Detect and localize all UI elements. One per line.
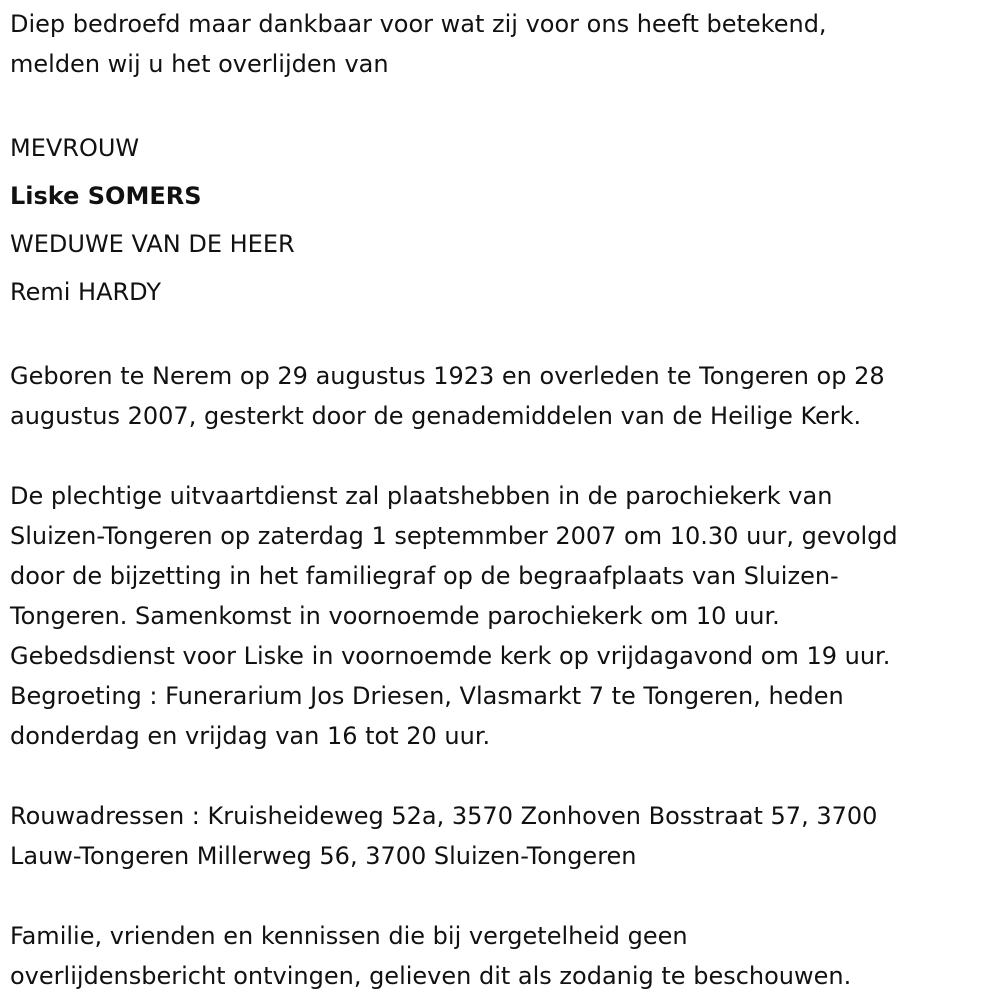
closing-line: overlijdensbericht ontvingen, gelieven dit als zodanig te beschouwen. [10,962,852,990]
service-line: De plechtige uitvaartdienst zal plaatshebben in de parochiekerk van [10,482,833,510]
deceased-name: Liske SOMERS [10,182,202,210]
obituary-notice [10,4,995,996]
closing-paragraph [10,916,995,996]
address-line: Lauw-Tongeren Millerweg 56, 3700 Sluizen-Tongeren [10,842,637,870]
service-line: door de bijzetting in het familiegraf op de begraafplaats van Sluizen- [10,562,839,590]
service-paragraph [10,476,995,756]
closing-line: Familie, vrienden en kennissen die bij vergetelheid geen [10,922,688,950]
service-line: Begroeting : Funerarium Jos Driesen, Vlasmarkt 7 te Tongeren, heden [10,682,844,710]
paragraph-gap [10,756,995,796]
deceased-relation: WEDUWE VAN DE HEER [10,230,295,258]
addresses-paragraph [10,796,995,876]
address-line: Rouwadressen : Kruisheideweg 52a, 3570 Zonhoven Bosstraat 57, 3700 [10,802,878,830]
paragraph-gap [10,876,995,916]
deceased-block [10,124,995,316]
service-line: Sluizen-Tongeren op zaterdag 1 septemmber 2007 om 10.30 uur, gevolgd [10,522,898,550]
service-line: Tongeren. Samenkomst in voornoemde parochiekerk om 10 uur. [10,602,780,630]
spouse-name: Remi HARDY [10,278,162,306]
intro-line: melden wij u het overlijden van [10,50,389,78]
service-line: Gebedsdienst voor Liske in voornoemde kerk op vrijdagavond om 19 uur. [10,642,891,670]
paragraph-gap [10,84,995,124]
service-line: donderdag en vrijdag van 16 tot 20 uur. [10,722,491,750]
birth-death-line: Geboren te Nerem op 29 augustus 1923 en overleden te Tongeren op 28 [10,362,885,390]
intro-paragraph [10,4,995,84]
paragraph-gap [10,316,995,356]
birth-death-paragraph [10,356,995,436]
deceased-title: MEVROUW [10,134,140,162]
birth-death-line: augustus 2007, gesterkt door de genademiddelen van de Heilige Kerk. [10,402,862,430]
intro-line: Diep bedroefd maar dankbaar voor wat zij voor ons heeft betekend, [10,10,827,38]
paragraph-gap [10,436,995,476]
